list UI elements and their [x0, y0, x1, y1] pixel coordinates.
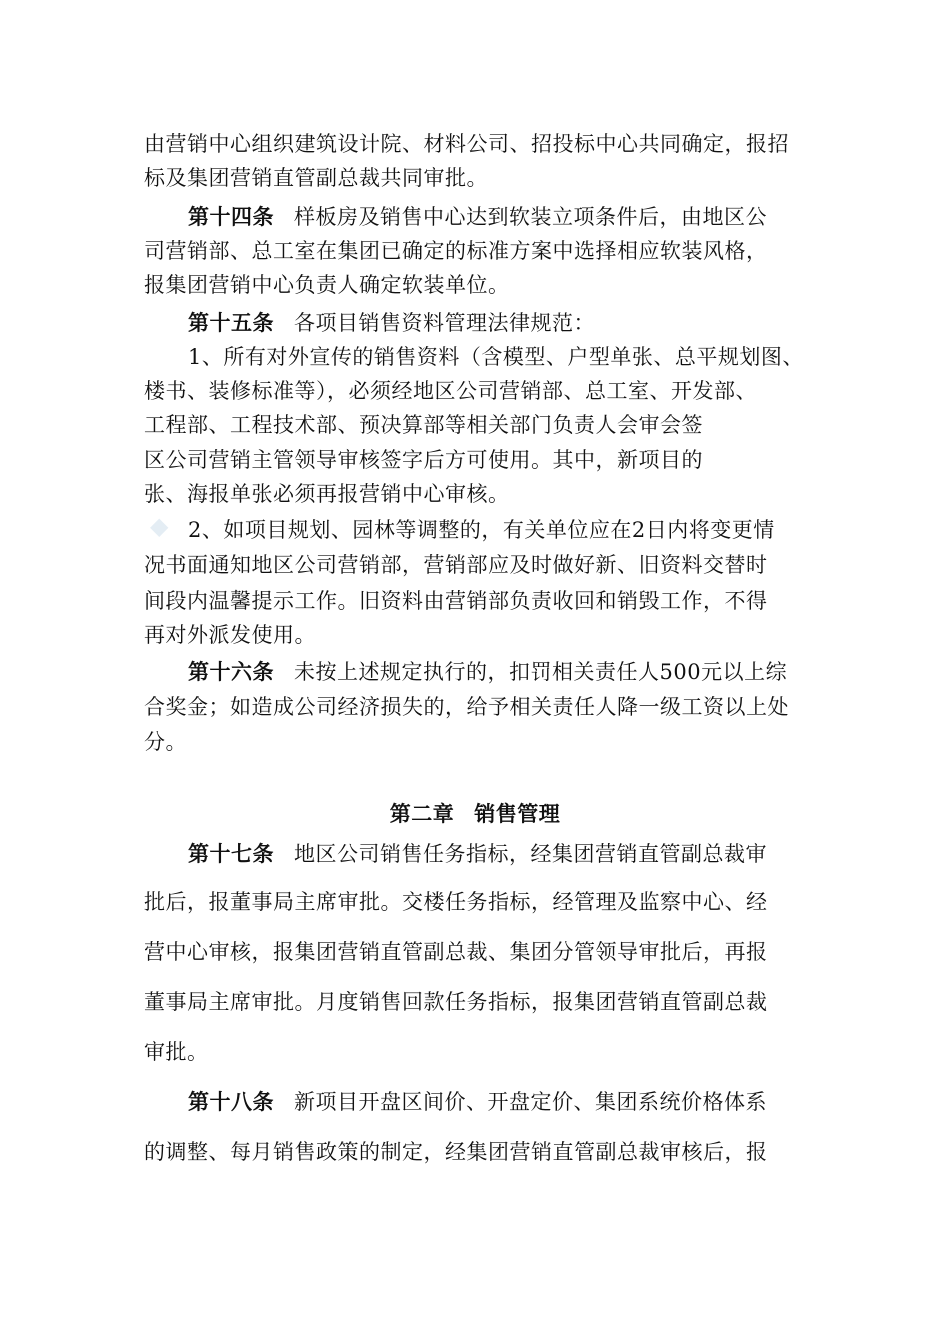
paragraph-line: 各项目销售资料管理法律规范：: [294, 311, 595, 335]
article-17-line: [188, 839, 767, 869]
paragraph-line: 批后，报董事局主席审批。交楼任务指标，经管理及监察中心、经: [144, 890, 768, 914]
paragraph-line: 工程部、工程技术部、预决算部等相关部门负责人会审会签: [144, 413, 703, 437]
paragraph-line: 区公司营销主管领导审核签字后方可使用。其中，新项目的: [144, 448, 703, 472]
paragraph-line: 张、海报单张必须再报营销中心审核。: [144, 482, 510, 506]
paragraph-line: 司营销部、总工室在集团已确定的标准方案中选择相应软装风格，: [144, 239, 768, 263]
watermark-mark: ◆: [150, 512, 169, 540]
article-16-line: [188, 657, 787, 687]
paragraph-line: 2、如项目规划、园林等调整的，有关单位应在2日内将变更情: [188, 518, 775, 542]
paragraph-line: 间段内温馨提示工作。旧资料由营销部负责收回和销毁工作，不得: [144, 589, 768, 613]
paragraph-line: 未按上述规定执行的，扣罚相关责任人500元以上综: [294, 660, 788, 684]
article-18-label: 第十八条: [188, 1089, 274, 1114]
paragraph-line: 新项目开盘区间价、开盘定价、集团系统价格体系: [294, 1090, 767, 1114]
paragraph-line: 地区公司销售任务指标，经集团营销直管副总裁审: [294, 842, 767, 866]
paragraph-line: 董事局主席审批。月度销售回款任务指标，报集团营销直管副总裁: [144, 990, 768, 1014]
paragraph-line: 营中心审核，报集团营销直管副总裁、集团分管领导审批后，再报: [144, 940, 768, 964]
paragraph-line: 标及集团营销直管副总裁共同审批。: [144, 166, 488, 190]
paragraph-line: 况书面通知地区公司营销部，营销部应及时做好新、旧资料交替时: [144, 553, 768, 577]
paragraph-line: 合奖金；如造成公司经济损失的，给予相关责任人降一级工资以上处: [144, 695, 789, 719]
article-16-label: 第十六条: [188, 659, 274, 684]
paragraph-line: 报集团营销中心负责人确定软装单位。: [144, 273, 510, 297]
chapter-title: 销售管理: [474, 801, 561, 826]
paragraph-line: 审批。: [144, 1040, 209, 1064]
paragraph-line: 楼书、装修标准等），必须经地区公司营销部、总工室、开发部、: [144, 379, 757, 403]
article-14-line: [188, 202, 767, 232]
article-18-line: [188, 1087, 767, 1117]
paragraph-line: 再对外派发使用。: [144, 623, 316, 647]
paragraph-line: 分。: [144, 730, 187, 754]
paragraph-line: 样板房及销售中心达到软装立项条件后，由地区公: [294, 205, 767, 229]
article-15-line: [188, 308, 595, 338]
article-14-label: 第十四条: [188, 204, 274, 229]
article-15-label: 第十五条: [188, 310, 274, 335]
chapter-heading: [0, 798, 950, 828]
paragraph-line: 1、所有对外宣传的销售资料（含模型、户型单张、总平规划图、: [188, 345, 804, 369]
article-17-label: 第十七条: [188, 841, 274, 866]
chapter-number: 第二章: [389, 801, 455, 826]
paragraph-line: 由营销中心组织建筑设计院、材料公司、招投标中心共同确定，报招: [144, 132, 789, 156]
paragraph-line: 的调整、每月销售政策的制定，经集团营销直管副总裁审核后，报: [144, 1140, 768, 1164]
